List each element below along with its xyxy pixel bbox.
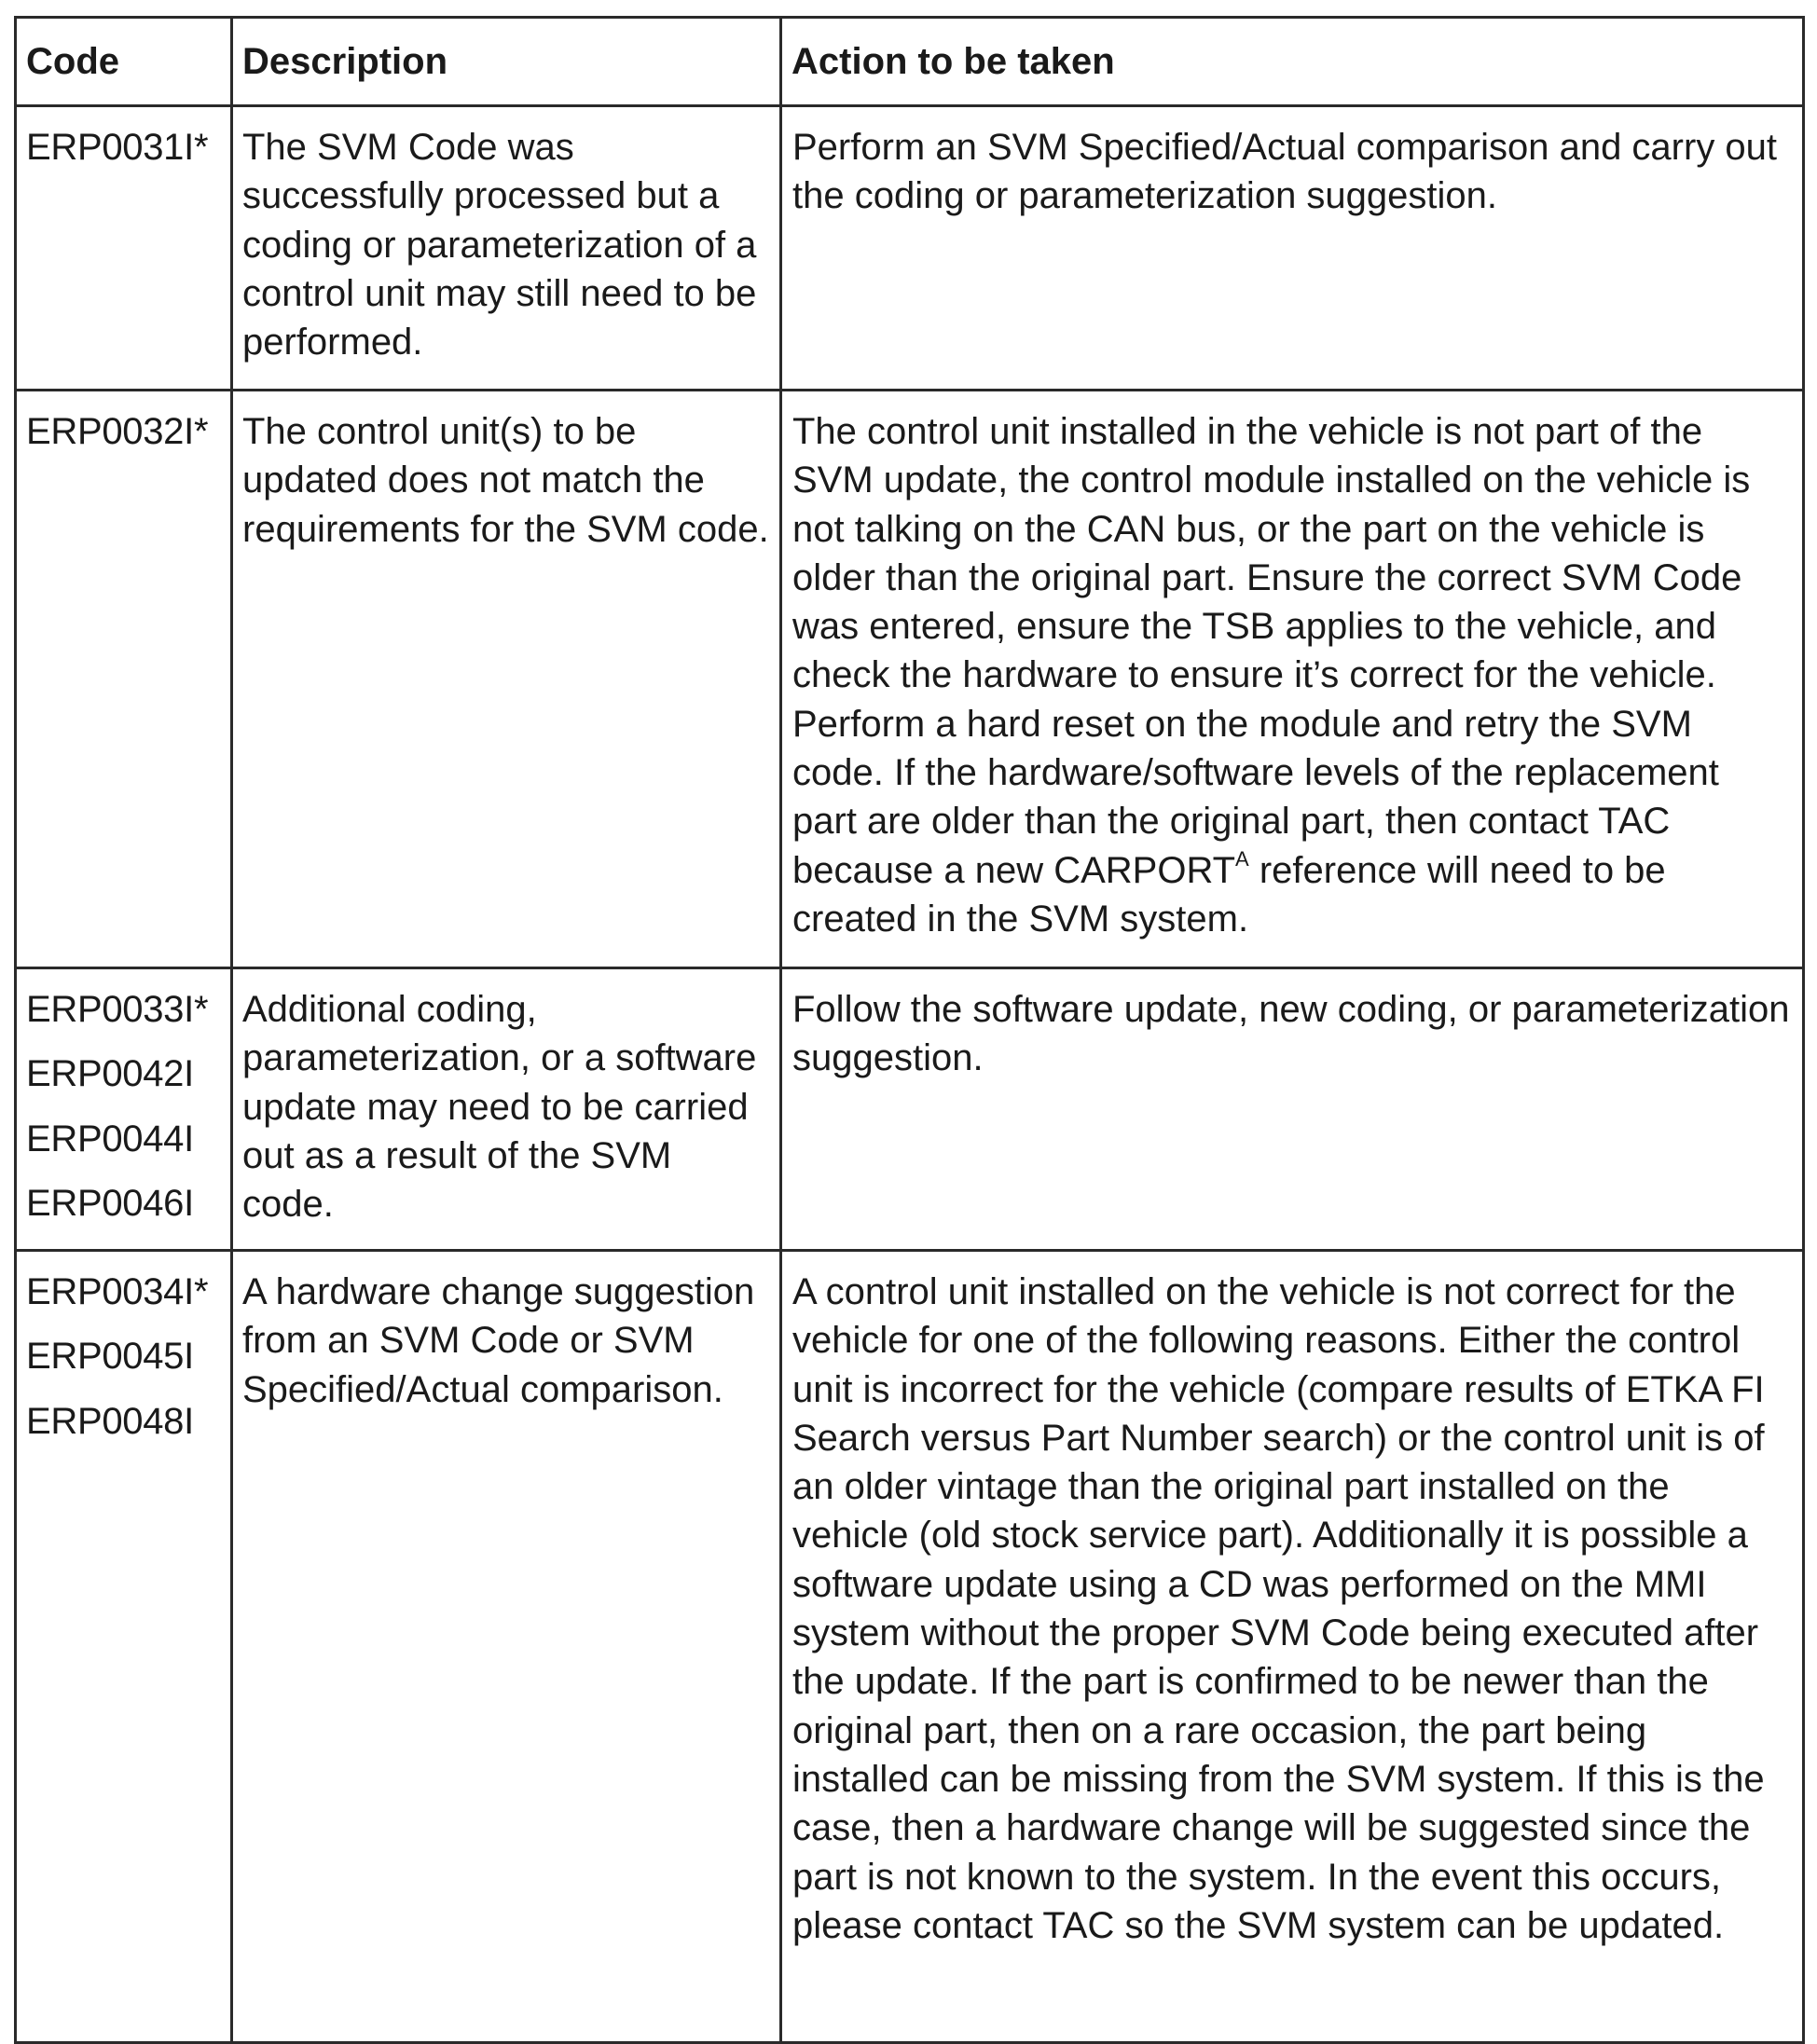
description-cell: Additional coding, parameterization, or a software update may need to be carried out as a result of the SVM code. [232,968,781,1251]
code-item: ERP0046I [26,1182,194,1224]
header-description: Description [232,18,781,106]
action-cell: Follow the software update, new coding, or parameterization suggestion. [781,968,1804,1251]
code-item: ERP0044I [26,1118,194,1159]
code-item: ERP0045I [26,1336,194,1378]
code-cell [16,106,232,391]
action-cell: Perform an SVM Specified/Actual comparison and carry out the coding or parameterization suggestion. [781,106,1804,391]
description-cell: A hardware change suggestion from an SVM Code or SVM Specified/Actual comparison. [232,1251,781,2043]
action-text-continued: reference will need to be created in the SVM system. [792,849,1666,940]
header-row [16,18,1804,106]
code-cell [16,391,232,968]
code-item: ERP0031I* [26,127,209,168]
code-item: ERP0042I [26,1053,194,1095]
header-code: Code [16,18,232,106]
table-row [16,106,1804,391]
code-item: ERP0034I* [26,1271,209,1312]
table-header [16,18,1804,106]
carport-superscript: A [1235,846,1249,871]
description-cell: The SVM Code was successfully processed but a coding or parameterization of a control unit may still need to be performed. [232,106,781,391]
code-item: ERP0048I [26,1400,194,1442]
header-action: Action to be taken [781,18,1804,106]
table-body [16,106,1804,2043]
code-cell [16,968,232,1251]
table-row [16,968,1804,1251]
code-item: ERP0032I* [26,411,209,452]
action-cell: A control unit installed on the vehicle is not correct for the vehicle for one of the following reasons. Either the control unit is incorrect for the vehicle (compare results of ETKA FI Search versus Part Number search) or the control unit is of an older vintage than the original part installed on the vehicle (old stock service part). Additionally it is possible a software update using a CD was performed on the MMI system without the proper SVM Code being executed after the update. If the part is confirmed to be newer than the original part, then on a rare occasion, the part being installed can be missing from the SVM system. If this is the case, then a hardware change will be suggested since the part is not known to the system. In the event this occurs, please contact TAC so the SVM system can be updated. [781,1251,1804,2043]
table-row [16,391,1804,968]
description-cell: The control unit(s) to be updated does not match the requirements for the SVM code. [232,391,781,968]
action-cell [781,391,1804,968]
code-cell [16,1251,232,2043]
code-item: ERP0033I* [26,989,209,1030]
action-text: The control unit installed in the vehicle is not part of the SVM update, the control module installed on the vehicle is not talking on the CAN bus, or the part on the vehicle is older than the original part. Ensure the correct SVM Code was entered, ensure the TSB applies to the vehicle, and check the hardware to ensure it’s correct for the vehicle. Perform a hard reset on the module and retry the SVM code. If the hardware/software levels of the replacement part are older than the original part, then contact TAC because a new CARPORT [792,411,1751,891]
table-row [16,1251,1804,2043]
svm-code-table [14,16,1805,2044]
